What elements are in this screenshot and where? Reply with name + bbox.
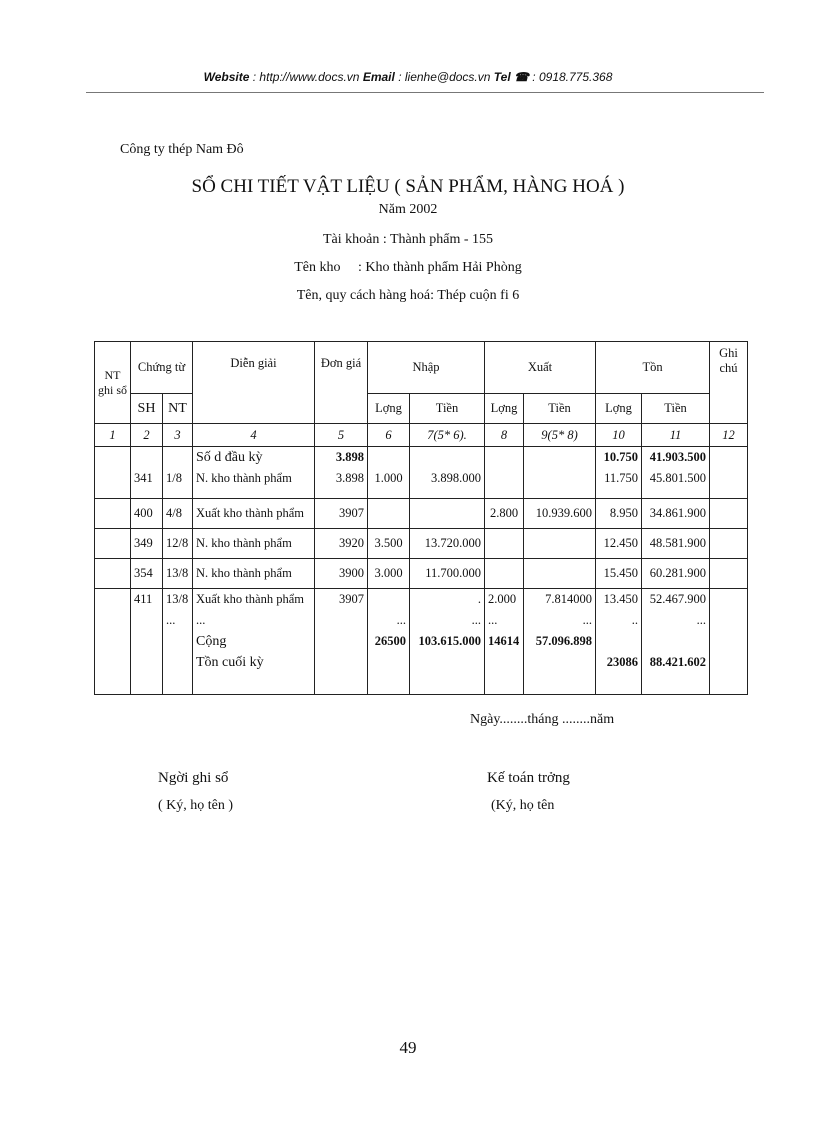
table-row <box>95 529 748 559</box>
col-ghi-chu: Ghi chú <box>710 342 748 424</box>
col-nhap-luong: Lợng <box>368 394 410 424</box>
nt-ghi-so-cell <box>95 559 131 589</box>
ton-luong-cell: 8.950 <box>596 499 642 529</box>
xuat-tien-cell: 10.939.600 <box>524 499 596 529</box>
nhap-luong-cell: 1.000 <box>368 447 410 499</box>
tel-value: : 0918.775.368 <box>532 70 613 84</box>
col-nt: NT <box>163 394 193 424</box>
ghi-chu-cell <box>710 499 748 529</box>
page-header <box>0 70 816 84</box>
index-cell: 7(5* 6). <box>410 424 485 447</box>
warehouse: Tên kho : Kho thành phẩm Hải Phòng <box>294 260 522 275</box>
header-row-2 <box>95 394 748 424</box>
nhap-tien-cell <box>410 499 485 529</box>
recorder-title: Ngời ghi sổ <box>158 770 229 786</box>
col-xuat: Xuất <box>485 342 596 394</box>
nt-cell: 12/8 <box>163 529 193 559</box>
website-label: Website <box>203 70 250 84</box>
header-divider <box>86 92 764 93</box>
sh-cell: 411 <box>131 589 163 695</box>
xuat-luong-cell: 2.000 ... 14614 <box>485 589 524 695</box>
xuat-luong-cell: 2.800 <box>485 499 524 529</box>
year: Năm 2002 <box>378 202 438 217</box>
sh-cell: 349 <box>131 529 163 559</box>
don-gia-cell: 3907 <box>315 589 368 695</box>
col-sh: SH <box>131 394 163 424</box>
ton-luong-cell: 13.450 .. 23086 <box>596 589 642 695</box>
dien-giai-cell: Số d đầu kỳ N. kho thành phẩm <box>193 447 315 499</box>
table-row-closing <box>95 589 748 695</box>
ghi-chu-cell <box>710 529 748 559</box>
col-nhap: Nhập <box>368 342 485 394</box>
don-gia-cell: 3907 <box>315 499 368 529</box>
website-value: : http://www.docs.vn <box>252 70 360 84</box>
account: Tài khoản : Thành phẩm - 155 <box>322 232 494 247</box>
index-cell: 3 <box>163 424 193 447</box>
table-row-opening <box>95 447 748 499</box>
ghi-chu-cell <box>710 447 748 499</box>
nt-ghi-so-cell <box>95 447 131 499</box>
index-cell: 1 <box>95 424 131 447</box>
nt-cell: 4/8 <box>163 499 193 529</box>
index-row <box>95 424 748 447</box>
nt-ghi-so-cell <box>95 499 131 529</box>
col-don-gia: Đơn giá <box>315 342 368 424</box>
index-cell: 11 <box>642 424 710 447</box>
accountant-note: (Ký, họ tên <box>491 798 555 813</box>
don-gia-cell: 3920 <box>315 529 368 559</box>
tel-label: Tel ☎ <box>493 70 529 84</box>
index-cell: 9(5* 8) <box>524 424 596 447</box>
sh-cell: 400 <box>131 499 163 529</box>
nt-ghi-so-cell <box>95 589 131 695</box>
col-ton-tien: Tiền <box>642 394 710 424</box>
nt-cell: 13/8 ... <box>163 589 193 695</box>
index-cell: 8 <box>485 424 524 447</box>
ton-tien-cell: 34.861.900 <box>642 499 710 529</box>
col-ton-luong: Lợng <box>596 394 642 424</box>
nhap-tien-cell: 13.720.000 <box>410 529 485 559</box>
email-value: : lienhe@docs.vn <box>398 70 491 84</box>
index-cell: 12 <box>710 424 748 447</box>
xuat-luong-cell <box>485 447 524 499</box>
email-label: Email <box>362 70 395 84</box>
company-name: Công ty thép Nam Đô <box>120 142 244 157</box>
table-row <box>95 559 748 589</box>
index-cell: 10 <box>596 424 642 447</box>
ghi-chu-cell <box>710 559 748 589</box>
date-line: Ngày........tháng ........năm <box>470 712 615 727</box>
goods-spec: Tên, quy cách hàng hoá: Thép cuộn fi 6 <box>296 288 520 303</box>
accountant-title: Kế toán trởng <box>487 770 570 786</box>
sh-cell: 341 <box>131 447 163 499</box>
nhap-luong-cell <box>368 499 410 529</box>
nhap-tien-cell: 11.700.000 <box>410 559 485 589</box>
col-dien-giai: Diễn giải <box>193 342 315 424</box>
col-ton: Tồn <box>596 342 710 394</box>
index-cell: 6 <box>368 424 410 447</box>
xuat-luong-cell <box>485 529 524 559</box>
index-cell: 4 <box>193 424 315 447</box>
dien-giai-cell: N. kho thành phẩm <box>193 559 315 589</box>
dien-giai-cell: N. kho thành phẩm <box>193 529 315 559</box>
page-number: 49 <box>399 1038 417 1057</box>
recorder-note: ( Ký, họ tên ) <box>158 798 234 813</box>
xuat-luong-cell <box>485 559 524 589</box>
nt-cell: 13/8 <box>163 559 193 589</box>
ghi-chu-cell <box>710 589 748 695</box>
ton-luong-cell: 12.450 <box>596 529 642 559</box>
nt-ghi-so-cell <box>95 529 131 559</box>
col-nt-ghi-so: NT ghi sổ <box>95 342 131 424</box>
ton-luong-cell: 10.750 11.750 <box>596 447 642 499</box>
nhap-tien-cell: 3.898.000 <box>410 447 485 499</box>
nhap-luong-cell: ... 26500 <box>368 589 410 695</box>
document-title: SỔ CHI TIẾT VẬT LIỆU ( SẢN PHẨM, HÀNG HOÁ ) <box>191 176 625 197</box>
dien-giai-cell: Xuất kho thành phẩm ... Cộng Tồn cuối kỳ <box>193 589 315 695</box>
xuat-tien-cell <box>524 559 596 589</box>
xuat-tien-cell <box>524 447 596 499</box>
header-row-1 <box>95 342 748 394</box>
col-nhap-tien: Tiền <box>410 394 485 424</box>
sh-cell: 354 <box>131 559 163 589</box>
don-gia-cell: 3900 <box>315 559 368 589</box>
ton-luong-cell: 15.450 <box>596 559 642 589</box>
col-xuat-luong: Lợng <box>485 394 524 424</box>
ledger-table <box>94 341 748 695</box>
index-cell: 2 <box>131 424 163 447</box>
nhap-luong-cell: 3.500 <box>368 529 410 559</box>
xuat-tien-cell: 7.814000 ... 57.096.898 <box>524 589 596 695</box>
col-xuat-tien: Tiền <box>524 394 596 424</box>
ton-tien-cell: 41.903.500 45.801.500 <box>642 447 710 499</box>
ton-tien-cell: 48.581.900 <box>642 529 710 559</box>
xuat-tien-cell <box>524 529 596 559</box>
index-cell: 5 <box>315 424 368 447</box>
nhap-luong-cell: 3.000 <box>368 559 410 589</box>
table-row <box>95 499 748 529</box>
nhap-tien-cell: . ... 103.615.000 <box>410 589 485 695</box>
col-chung-tu: Chứng từ <box>131 342 193 394</box>
ton-tien-cell: 52.467.900 ... 88.421.602 <box>642 589 710 695</box>
dien-giai-cell: Xuất kho thành phẩm <box>193 499 315 529</box>
nt-cell: 1/8 <box>163 447 193 499</box>
don-gia-cell: 3.898 3.898 <box>315 447 368 499</box>
ton-tien-cell: 60.281.900 <box>642 559 710 589</box>
